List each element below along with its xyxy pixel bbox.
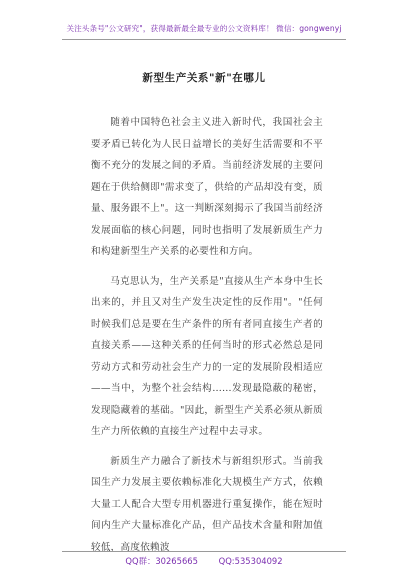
paragraph-2: 马克思认为，生产关系是"直接从生产本身中生长出来的，并且又对生产发生决定性的反作用"。"任何时候我们总是要在生产条件的所有者同直接生产者的直接关系——这种关系的任何当时的形式必然总是同劳动方式和劳动社会生产力的一定的发展阶段相适应——当中，为整个社会结构……发现最隐蔽的秘密，发现隐藏着的基础。"因此，新型生产关系必须从新质生产力所依赖的直接生产过程中去寻求。 [91,275,323,437]
page-title: 新型生产关系"新"在哪儿 [142,72,266,84]
footer [0,555,408,567]
header-divider [62,39,346,40]
footer-qq-group: QQ群：30265665 [125,556,198,566]
paragraph-3: 新质生产力融合了新技术与新组织形式。当前我国生产力发展主要依赖标准化大规模生产方式，依赖大量工人配合大型专用机器进行重复操作，能在短时间内生产大量标准化产品，但产品技术含量和附加值较低，高度依赖波 [91,455,323,553]
footer-qq: QQ:535304092 [218,556,283,566]
paragraph-1: 随着中国特色社会主义进入新时代，我国社会主要矛盾已转化为人民日益增长的美好生活需要和不平衡不充分的发展之间的矛盾。当前经济发展的主要问题在于供给侧即"需求变了，供给的产品却没有变，质量、服务跟不上"。这一判断深刻揭示了我国当前经济发展面临的核心问题，同时也指明了发展新质生产力和构建新型生产关系的必要性和方向。 [91,117,323,257]
document-body [91,112,323,566]
header-banner: 关注头条号"公文研究"，获得最新最全最专业的公文资料库！ 微信：gongwenyj [66,24,342,33]
footer-divider [62,551,346,552]
